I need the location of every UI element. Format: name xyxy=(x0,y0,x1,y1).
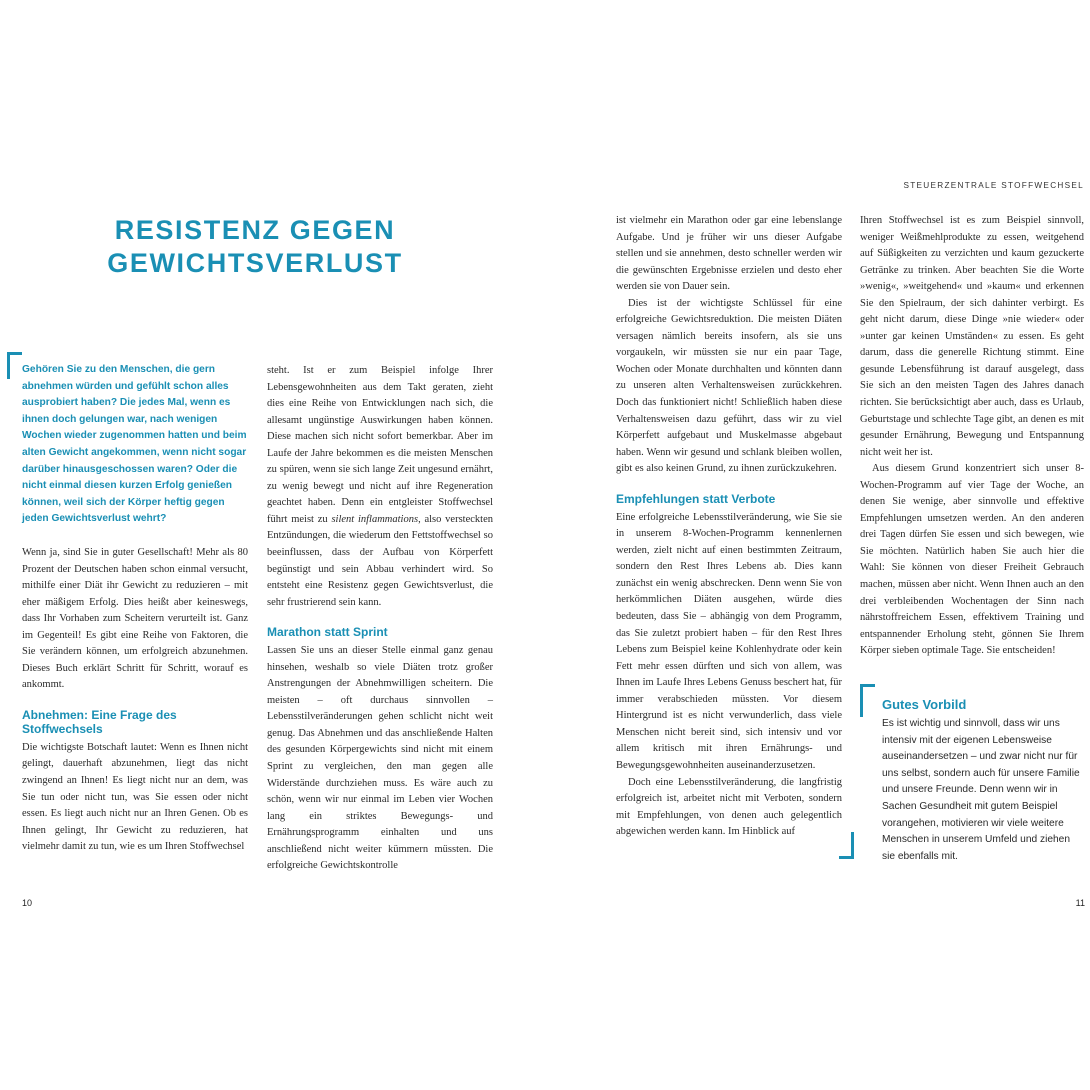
column-3 xyxy=(616,213,842,841)
col1-heading: Abnehmen: Eine Frage des Stoffwechsels xyxy=(22,707,177,736)
chapter-title xyxy=(80,214,430,280)
col2-heading: Marathon statt Sprint xyxy=(267,625,388,640)
col2-emphasis: silent inflammations xyxy=(331,513,419,525)
col3-paragraph-4: Doch eine Lebensstilveränderung, die langfristig erfolgreich ist, arbeitet nicht mit Verboten, sondern mit Empfehlungen, von denen auch gelegentlich abgewichen werden kann. Im Hinblick auf xyxy=(616,776,842,838)
column-3-end-bracket-icon xyxy=(839,832,854,859)
col2-paragraph-2: Lassen Sie uns an dieser Stelle einmal ganz genau hinsehen, weshalb so viele Diäten trotz großer Anstrengungen der Abnehmwilligen scheitern. Die meisten – oft durchaus sinnvollen – Lebensstilveränderungen gehen schlicht nicht weit genug. Das Abnehmen und das anschließende Halten des gesunden Körpergewichts sind nicht mit einem Sprint zu vergleichen, den man gegen alle Widerstände durchziehen muss. Es wäre auch zu schön, wenn wir nur einmal im Leben vier Wochen lang ein striktes Bewegungs- und Ernährungsprogramm einhalten und uns anschließend nicht weiter kümmern müssten. Die erfolgreiche Gewichtskontrolle xyxy=(267,645,493,872)
col1-paragraph-1: Wenn ja, sind Sie in guter Gesellschaft! Mehr als 80 Prozent der Deutschen haben schon einmal versucht, mithilfe einer Diät ihr Gewicht zu reduzieren – mit eher mäßigem Erfolg. Dies heißt aber keineswegs, dass Ihr Vorhaben zum Scheitern verurteilt ist. Ganz im Gegenteil! Es gibt eine Reihe von Faktoren, die Sie verändern können, um erfolgreich abzunehmen. Dieses Buch erklärt Schritt für Schritt, worauf es ankommt. xyxy=(22,547,248,691)
intro-bracket-icon xyxy=(7,352,22,379)
running-header: STEUERZENTRALE STOFFWECHSEL xyxy=(903,181,1084,190)
col3-paragraph-1: ist vielmehr ein Marathon oder gar eine lebenslange Aufgabe. Und je früher wir uns dieser Aufgabe stellen und sie annehmen, desto schneller werden wir die gewünschten Ergebnisse erzielen und desto eher werden sie von Dauer sein. xyxy=(616,215,842,293)
intro-text: Gehören Sie zu den Menschen, die gern abnehmen würden und gefühlt schon alles ausprobiert haben? Die jedes Mal, wenn es ihnen doch gelungen war, nach wenigen Wochen wieder zugenommen hatten und beim alten Gewicht angekommen, wenn nicht sogar darüber hinausgeschossen waren? Oder die nicht einmal diesen kurzen Erfolg genießen können, weil sich der Körper heftig gegen jeden Gewichtsverlust wehrt? xyxy=(22,364,247,525)
chapter-title-line1: RESISTENZ GEGEN xyxy=(114,215,396,245)
info-box xyxy=(882,697,1082,865)
page-number-right: 11 xyxy=(1075,898,1085,908)
column-4 xyxy=(860,213,1084,660)
info-box-title: Gutes Vorbild xyxy=(882,697,967,712)
col3-paragraph-2: Dies ist der wichtigste Schlüssel für eine erfolgreiche Gewichtsreduktion. Die meisten Diäten versagen nämlich bereits insofern, als sie uns vorgaukeln, wir müssten sie nur ein paar Tage, Wochen oder Monate durchhalten und könnten dann zu unseren alten Verhaltensweisen zurückkehren. Doch das funktioniert nicht! Schließlich haben diese Verhaltensweisen dazu geführt, dass wir zu viel Körperfett aufgebaut und Muskelmasse abgebaut haben. Wenn wir gesund und schlank bleiben wollen, gibt es also keinen Grund, zu ihnen zurückzukehren. xyxy=(616,297,842,475)
col4-paragraph-1: Ihren Stoffwechsel ist es zum Beispiel sinnvoll, weniger Weißmehlprodukte zu essen, weitgehend auf Süßigkeiten zu verzichten und kaum gezuckerte Getränke zu trinken. Aber beachten Sie die Worte »wenig«, »weitgehend« und »kaum« und erkennen Sie den Spielraum, der sich dahinter verbirgt. Es geht nicht darum, diese Dinge »nie wieder« oder »unter gar keinen Umständen« zu essen. Es geht darum, dass die generelle Richtung stimmt. Eine gesunde Lebensführung ist darauf ausgelegt, dass Sie sich an den meisten Tagen des Jahres danach richten. Sie berücksichtigt aber auch, dass es Urlaub, Geburtstage und schlechte Tage gibt, an denen es mit gesunder Ernährung, Bewegung und Entspannung nicht weit her ist. xyxy=(860,215,1084,458)
col2-paragraph-1a: steht. Ist er zum Beispiel infolge Ihrer Lebensgewohnheiten aus dem Takt geraten, zieht dies eine Reihe von Entwicklungen nach sich, die allesamt ungünstige Auswirkungen haben können. Diese machen sich nicht sofort bemerkbar. Aber im Laufe der Jahre bekommen es die meisten Menschen zu spüren, wenn sie sich lange Zeit ungesund ernährt, zu wenig bewegt und nicht auf ihre Regeneration geachtet haben. Denn ein entgleister Stoffwechsel führt meist zu xyxy=(267,365,493,525)
column-2 xyxy=(267,363,493,875)
column-1 xyxy=(22,545,248,856)
col2-paragraph-1b: , also versteckten Entzündungen, die wiederum den Fettstoffwechsel so beeinflussen, dass der Aufbau von Körperfett begünstigt und sein Abbau verhindert wird. So entsteht eine Resistenz gegen Gewichtsverlust, die sehr frustrierend sein kann. xyxy=(267,513,493,608)
col3-paragraph-3: Eine erfolgreiche Lebensstilveränderung, wie Sie sie in unserem 8-Wochen-Programm kennenlernen werden, zielt nicht auf einen bestimmten Zeitraum, sondern den Rest Ihres Lebens ab. Dies kann zunächst ein wenig abschrecken. Denn wenn Sie von herkömmlichen Diäten ausgehen, würde dies bedeuten, dass Sie – abhängig von dem Programm, das Sie zuletzt probiert haben – für den Rest Ihres Lebens zum Beispiel keine Kohlenhydrate oder kein Fett mehr essen dürften und sich von allem, was Ihnen im Laufe Ihres Lebens Genuss beschert hat, für immer verabschieden müssten. Vor diesem Hintergrund ist es nicht verwunderlich, dass viele Menschen nicht bereit sind, sich intensiv und vor allem kritisch mit ihren Ernährungs- und Bewegungsgewohnheiten auseinanderzusetzen. xyxy=(616,511,842,771)
col1-paragraph-2: Die wichtigste Botschaft lautet: Wenn es Ihnen nicht gelingt, dauerhaft abzunehmen, liegt das nicht zwingend an Ihnen! Es liegt nicht nur an dem, was Sie tun oder nicht tun, was Sie essen oder nicht essen. Es liegt auch nicht nur an Ihren Genen. Ob es Ihnen gelingt, Ihr Gewicht zu reduzieren, hat vielmehr damit zu tun, wie es um Ihren Stoffwechsel xyxy=(22,741,248,853)
box-bracket-icon xyxy=(860,684,875,717)
info-box-text: Es ist wichtig und sinnvoll, dass wir uns intensiv mit der eigenen Lebensweise auseinandersetzen – und zwar nicht nur für uns selbst, sondern auch für unsere Familie und unsere Freunde. Denn wenn wir in Sachen Gesundheit mit gutem Beispiel vorangehen, motivieren wir viele weitere Menschen in unserem Umfeld und ziehen sie ebenfalls mit. xyxy=(882,718,1080,862)
page-number-left: 10 xyxy=(22,898,33,908)
col4-paragraph-2: Aus diesem Grund konzentriert sich unser 8-Wochen-Programm auf vier Tage der Woche, an denen Sie wenige, aber sinnvolle und effektive Empfehlungen umsetzen werden. An den anderen drei Tagen dürfen Sie essen und sich bewegen, wie Sie möchten. Natürlich haben Sie auch hier die Wahl: Sie können von dieser Freiheit Gebrauch machen, müssen aber nicht. Wenn Ihnen auch an den drei verbleibenden Wochentagen der Sinn nach nährstoffreichem Essen, effektivem Training und entspannender Erholung steht, gönnen Sie Ihrem Körper sieben optimale Tage. Sie entscheiden! xyxy=(860,463,1084,657)
col3-heading: Empfehlungen statt Verbote xyxy=(616,491,776,506)
col2-paragraph-1 xyxy=(267,363,493,611)
chapter-title-line2: GEWICHTSVERLUST xyxy=(107,248,403,278)
